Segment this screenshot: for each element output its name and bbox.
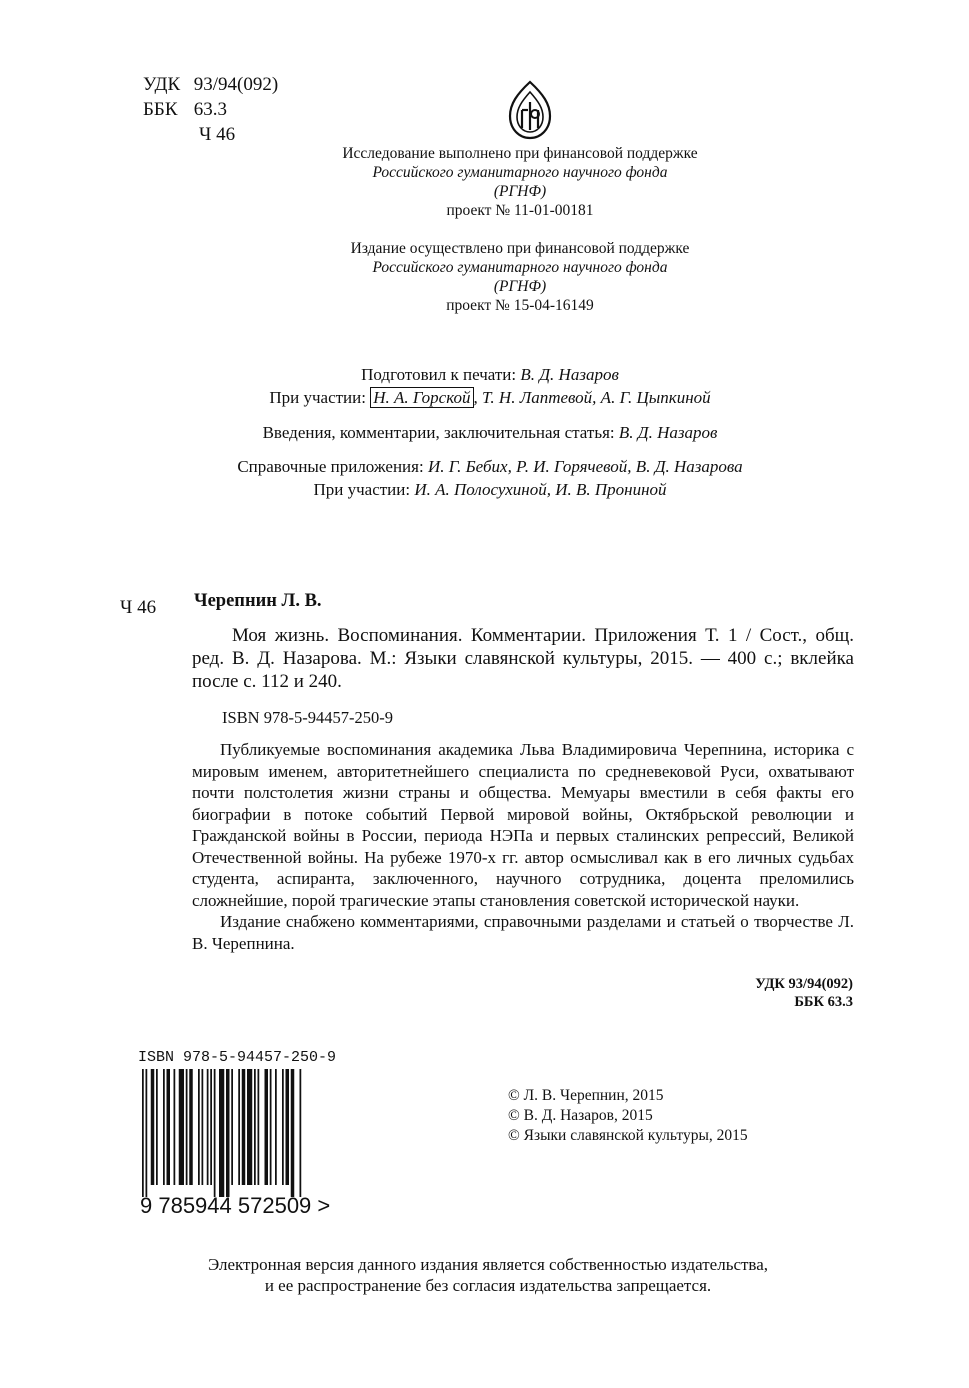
funding-line: Российского гуманитарного научного фонда <box>372 164 668 181</box>
entry-description: Моя жизнь. Воспоминания. Комментарии. Приложения Т. 1 / Сост., общ. ред. В. Д. Назарова. М.: Языки славянской культуры, 2015. — 400 с.; вклейка после с. 112 и 240. <box>192 625 854 692</box>
bbk-value: 63.3 <box>193 99 227 120</box>
classification-bottom <box>600 975 853 1011</box>
funding-line: Исследование выполнено при финансовой поддержке <box>342 145 698 162</box>
participation-label: При участии: <box>269 388 371 407</box>
footer-note <box>100 1254 876 1296</box>
funding-project: проект № 11-01-00181 <box>446 202 594 219</box>
appendix-part-label: При участии: <box>313 480 415 499</box>
udk-label: УДК <box>143 74 181 95</box>
intro-name: В. Д. Назаров <box>618 423 718 442</box>
funding-line: (РГНФ) <box>493 183 547 200</box>
author-mark: Ч 46 <box>199 124 236 145</box>
footer-line: и ее распространение без согласия издательства запрещается. <box>264 1276 712 1295</box>
participation-boxed-name: Н. А. Горской <box>370 387 473 408</box>
footer-line: Электронная версия данного издания является собственностью издательства, <box>207 1255 769 1274</box>
udk-row <box>143 72 278 97</box>
funding-note-1 <box>300 144 740 220</box>
copyright-block <box>508 1086 748 1146</box>
funding-note-2 <box>300 239 740 315</box>
entry-mark: Ч 46 <box>120 597 157 618</box>
bbk-row <box>143 97 278 122</box>
bbk-label: ББК <box>143 99 178 120</box>
abstract <box>192 739 854 954</box>
barcode-digits: 9 785944 572509 > <box>140 1193 331 1218</box>
funding-line: Российского гуманитарного научного фонда <box>372 259 668 276</box>
credits-appendix <box>100 455 880 501</box>
barcode-isbn-caption: ISBN 978-5-94457-250-9 <box>138 1049 337 1066</box>
entry-author: Черепнин Л. В. <box>194 591 322 611</box>
entry-isbn: ISBN 978-5-94457-250-9 <box>222 708 393 727</box>
appendix-names: И. Г. Бебих, Р. И. Горячевой, В. Д. Назарова <box>427 457 743 476</box>
prepared-name: В. Д. Назаров <box>520 365 619 384</box>
udk-bottom: УДК 93/94(092) <box>755 976 853 992</box>
appendix-label: Справочные приложения: <box>237 457 428 476</box>
participation-names: , Т. Н. Лаптевой, А. Г. Цыпкиной <box>473 388 711 407</box>
funding-project: проект № 15-04-16149 <box>446 297 594 314</box>
classification-codes <box>143 72 278 147</box>
intro-label: Введения, комментарии, заключительная статья: <box>262 423 619 442</box>
bbk-bottom: ББК 63.3 <box>794 994 853 1010</box>
credits-prepared <box>100 363 880 409</box>
funding-line: (РГНФ) <box>493 278 547 295</box>
copyright-line: © Л. В. Черепнин, 2015 <box>508 1087 664 1104</box>
abstract-paragraph: Публикуемые воспоминания академика Льва Владимировича Черепнина, историка с мировым именем, авторитетнейшего специалиста по средневековой Руси, охватывают почти полстолетия жизни страны и общества. Мемуары вместили в себя факты его биографии в потоке событий Первой мировой войны, Октябрьской революции и Гражданской войны в России, периода НЭПа и первых сталинских репрессий, Великой Отечественной войны. На рубеже 1970-х гг. автор осмысливал как в его личных судьбах студента, аспиранта, заключенного, научного сотрудника, доцента преломились сложнейшие, порой трагические этапы становления советской исторической науки. <box>192 740 854 910</box>
udk-value: 93/94(092) <box>193 74 279 95</box>
barcode-icon <box>138 1069 362 1197</box>
copyright-line: © В. Д. Назаров, 2015 <box>508 1107 653 1124</box>
abstract-paragraph: Издание снабжено комментариями, справочными разделами и статьей о творчестве Л. В. Черепнина. <box>192 912 854 953</box>
rgnf-logo-icon <box>507 80 553 140</box>
funding-line: Издание осуществлено при финансовой поддержке <box>350 240 690 257</box>
copyright-line: © Языки славянской культуры, 2015 <box>508 1127 748 1144</box>
credits-intro <box>100 421 880 444</box>
prepared-label: Подготовил к печати: <box>361 365 521 384</box>
appendix-part-names: И. А. Полосухиной, И. В. Прониной <box>414 480 667 499</box>
